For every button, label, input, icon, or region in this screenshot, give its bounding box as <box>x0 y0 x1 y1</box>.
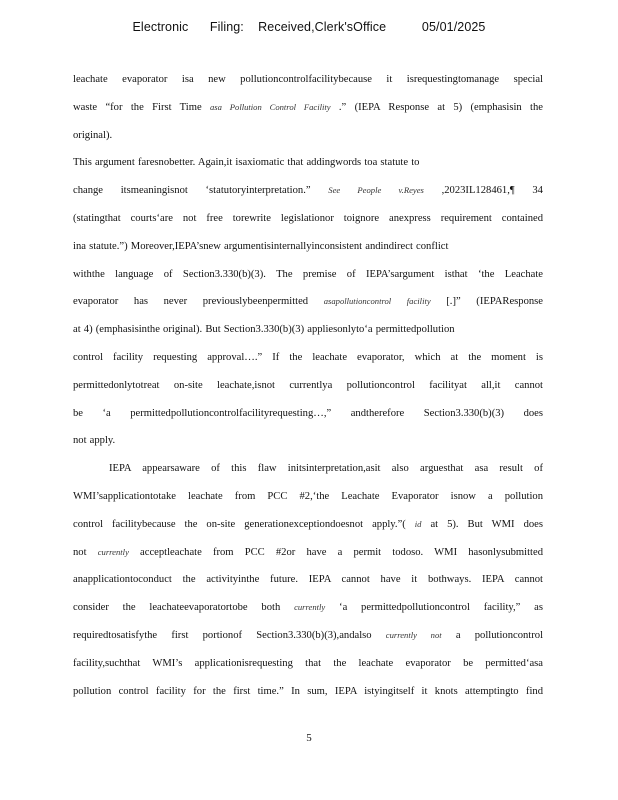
text-segment: at 5). But WMI does <box>421 518 543 530</box>
filing-header <box>0 20 618 34</box>
text-segment: a pollutioncontrol <box>441 629 543 641</box>
text-segment: leachate evaporator isa new pollutioncontrolfacilitybecause it isrequestingtomanage special <box>73 74 543 85</box>
header-filing: Filing: <box>209 20 244 34</box>
italic-citation: currently not <box>385 629 442 640</box>
text-segment: [.]” (IEPAResponse <box>430 296 543 308</box>
text-line <box>73 511 543 539</box>
italic-citation: id <box>414 518 422 529</box>
text-segment: pollution control facility for the first time.” In sum, IEPA istyingitself it knots attemptingto find <box>73 685 543 697</box>
text-segment: at 4) (emphasisinthe original). But Section3.330(b)(3) appliesonlyto‘a permittedpollution <box>73 324 455 336</box>
text-line <box>73 594 543 622</box>
text-line <box>73 566 543 594</box>
text-line <box>73 372 543 400</box>
text-segment: not <box>73 546 98 558</box>
text-line <box>73 622 543 650</box>
text-segment: permittedonlytotreat on-site leachate,isnot currentlya pollutioncontrol facilityat all,it cannot <box>73 379 543 391</box>
italic-citation: currently <box>97 546 129 557</box>
header-date: 05/01/2025 <box>421 20 486 34</box>
text-segment: ina statute.”) Moreover,IEPA’snew argumentisinternallyinconsistent andindirect conflict <box>73 240 449 252</box>
text-segment: IEPA appearsaware of this flaw initsinterpretation,asit also arguesthat asa result of <box>109 463 543 475</box>
text-line <box>73 66 543 94</box>
text-segment: consider the leachateevaporatortobe both <box>73 602 295 614</box>
text-segment: evaporator has never previouslybeenpermitted <box>73 296 324 308</box>
text-segment: withthe language of Section3.330(b)(3). The premise of IEPA’sargument isthat ‘the Leachate <box>73 268 543 280</box>
text-segment: change itsmeaningisnot ‘statutoryinterpretation.” <box>73 185 329 197</box>
text-segment: not apply. <box>73 435 116 447</box>
italic-citation: facility <box>406 296 431 307</box>
text-segment: acceptleachate from PCC #2or have a permit todoso. WMI hasonlysubmitted <box>128 546 543 558</box>
text-line <box>73 122 543 150</box>
italic-citation: currently <box>294 602 326 613</box>
text-line <box>73 288 543 316</box>
text-line <box>73 344 543 372</box>
header-received: Received,Clerk'sOffice <box>258 20 387 34</box>
text-line <box>73 483 543 511</box>
text-segment: .” (IEPA Response at 5) (emphasisin the <box>330 101 543 113</box>
italic-citation: asapollutioncontrol <box>323 296 392 307</box>
text-line <box>73 261 543 289</box>
text-line <box>73 455 543 483</box>
text-segment: control facility requesting approval….” If the leachate evaporator, which at the moment is <box>73 351 543 363</box>
text-segment: anapplicationtoconduct the activityinthe future. IEPA cannot have it bothways. IEPA cannot <box>73 574 543 586</box>
text-line <box>73 400 543 428</box>
page-number: 5 <box>306 732 312 744</box>
text-segment: facility,suchthat WMI’s applicationisrequesting that the leachate evaporator be permitted‘asa <box>73 657 543 669</box>
text-segment: requiredtosatisfythe first portionof Section3.330(b)(3),andalso <box>73 629 386 641</box>
text-line <box>73 678 543 706</box>
text-line <box>73 94 543 122</box>
text-line <box>73 539 543 567</box>
text-segment: (statingthat courts‘are not free torewrite legislationor toignore anexpress requirement contained <box>73 212 543 224</box>
italic-citation: See People v.Reyes <box>328 185 424 196</box>
text-segment: WMI’sapplicationtotake leachate from PCC #2,‘the Leachate Evaporator isnow a pollution <box>73 490 543 502</box>
text-line <box>73 233 543 261</box>
text-segment: original). <box>73 129 113 141</box>
text-line <box>73 177 543 205</box>
text-segment: control facilitybecause the on-site generationexceptiondoesnot apply.”( <box>73 518 415 530</box>
text-line <box>73 427 543 455</box>
document-body <box>73 66 543 705</box>
text-segment: be ‘a permittedpollutioncontrolfacilityrequesting…,” andtherefore Section3.330(b)(3) does <box>73 407 543 419</box>
text-segment: waste “for the First Time <box>73 101 210 113</box>
text-line <box>73 149 543 177</box>
text-segment: This argument faresnobetter. Again,it isaxiomatic that addingwords toa statute to <box>73 157 420 169</box>
italic-citation: asa Pollution Control Facility <box>210 101 331 112</box>
text-segment <box>391 296 407 307</box>
text-line <box>73 316 543 344</box>
text-segment: ‘a permittedpollutioncontrol facility,” as <box>325 602 543 614</box>
text-line <box>73 650 543 678</box>
text-line <box>73 205 543 233</box>
text-segment: ,2023IL128461,¶ 34 <box>423 185 543 197</box>
header-electronic: Electronic <box>132 20 189 34</box>
